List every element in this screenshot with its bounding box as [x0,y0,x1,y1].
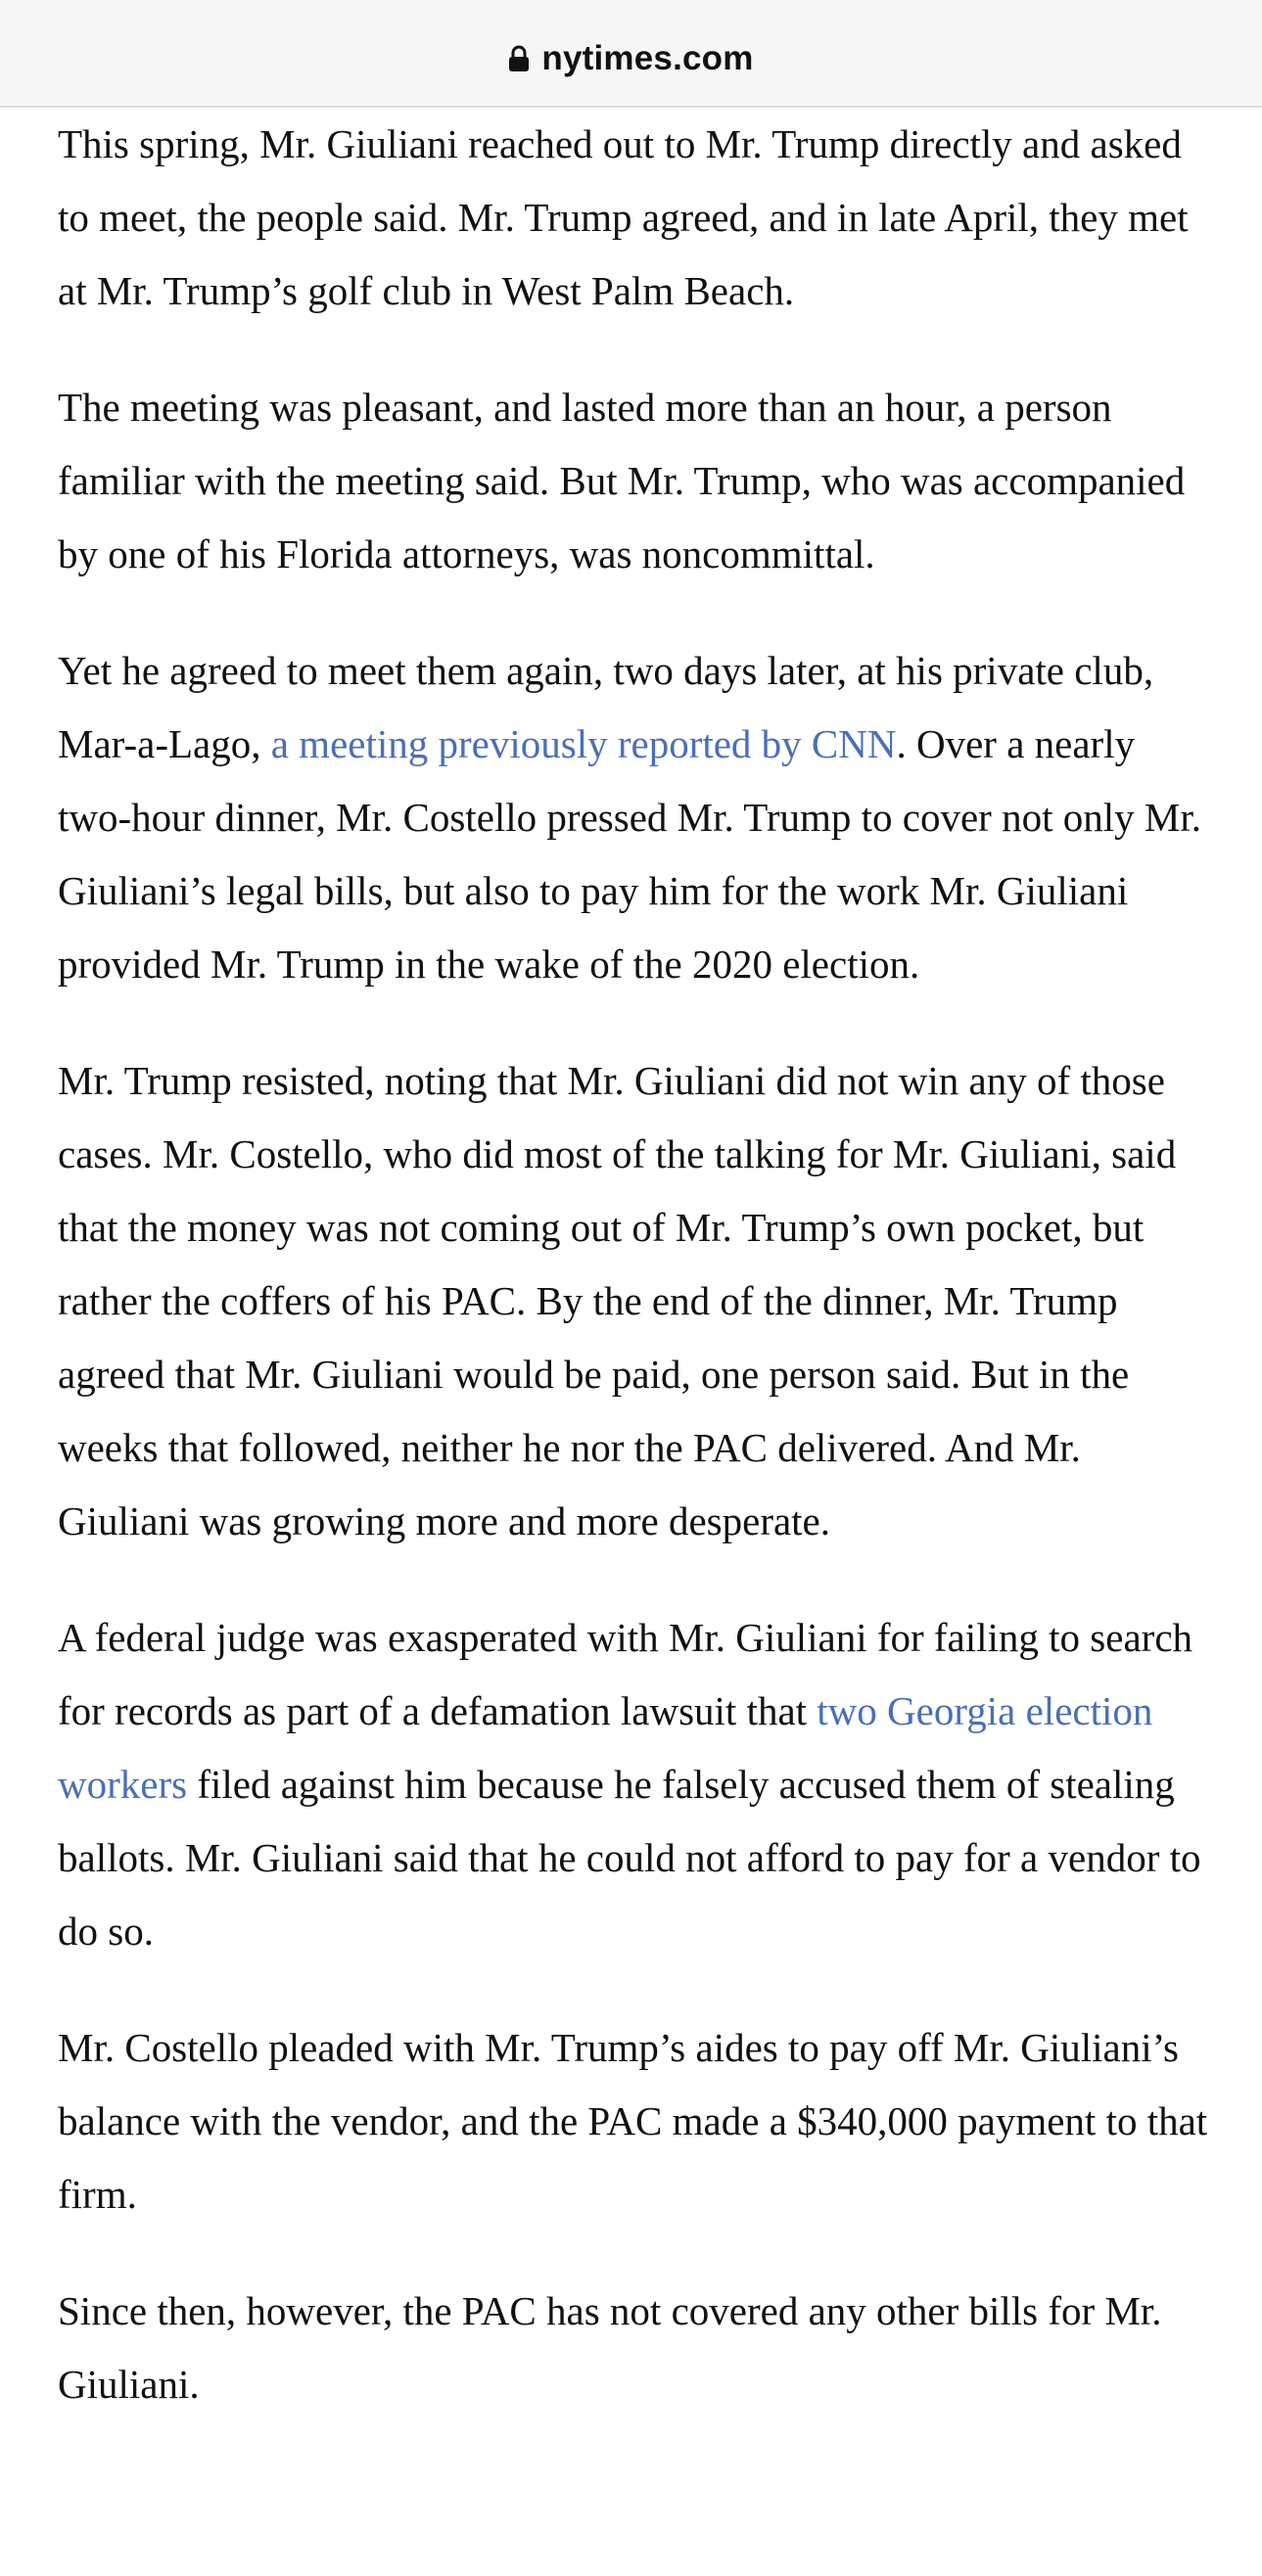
georgia-election-workers-link[interactable]: two Georgia election workers [58,1688,1153,1807]
paragraph-3-text-start: Yet he agreed to meet them again, two days later, at his private club, Mar-a-Lago, [58,648,1154,766]
paragraph-7: Since then, however, the PAC has not covered any other bills for Mr. Giuliani. [58,2288,1162,2407]
paragraph-5-text-start: A federal judge was exasperated with Mr. Giuliani for failing to search for records as part of a defamation lawsuit that [58,1615,1193,1733]
paragraph-1: This spring, Mr. Giuliani reached out to Mr. Trump directly and asked to meet, the people said. Mr. Trump agreed, and in late April, they met at Mr. Trump’s golf club in West Palm Beach. [58,121,1189,313]
paragraph-5-text-end: filed against him because he falsely accused them of stealing ballots. Mr. Giuliani said that he could not afford to pay for a vendor to do so. [58,1762,1201,1954]
paragraph-4: Mr. Trump resisted, noting that Mr. Giuliani did not win any of those cases. Mr. Costello, who did most of the talking for Mr. Giuliani, said that the money was not coming out of Mr. Trump’s own pocket, but rather the coffers of his PAC. By the end of the dinner, Mr. Trump agreed that Mr. Giuliani would be paid, one person said. But in the weeks that followed, neither he nor the PAC delivered. And Mr. Giuliani was growing more and more desperate. [58,1058,1177,1543]
cnn-report-link[interactable]: a meeting previously reported by CNN [270,721,897,766]
paragraph-3-text-end: . Over a nearly two-hour dinner, Mr. Costello pressed Mr. Trump to cover not only Mr. Giuliani’s legal bills, but also to pay him for the work Mr. Giuliani provided Mr. Trump in the wake of the 2020 election. [58,721,1201,987]
domain-text: nytimes.com [541,39,754,77]
article-body [58,108,1213,2464]
paragraph-2: The meeting was pleasant, and lasted more than an hour, a person familiar with the meeting said. But Mr. Trump, who was accompanied by one of his Florida attorneys, was noncommittal. [58,385,1186,576]
address-display[interactable] [508,39,753,78]
address-bar[interactable] [0,0,1262,108]
paragraph-3 [58,634,1213,1001]
lock-icon [508,45,530,72]
paragraph-6: Mr. Costello pleaded with Mr. Trump’s aides to pay off Mr. Giuliani’s balance with the vendor, and the PAC made a $340,000 payment to that firm. [58,2025,1208,2217]
paragraph-5 [58,1601,1213,1968]
